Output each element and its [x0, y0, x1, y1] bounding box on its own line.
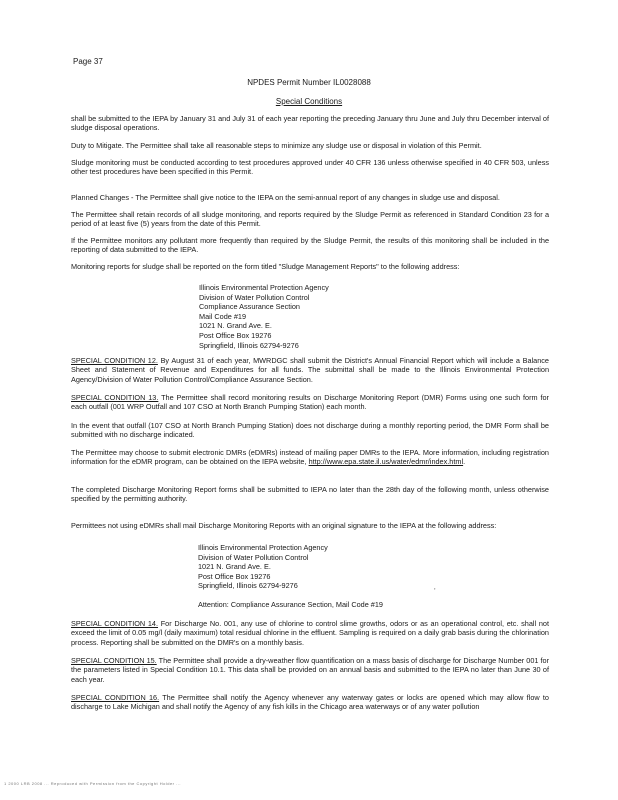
- paragraph-edmr: [71, 448, 549, 467]
- special-condition-15-label: SPECIAL CONDITION 15.: [71, 656, 157, 665]
- edmr-text: The Permittee may choose to submit electronic DMRs (eDMRs) instead of mailing paper DMRs to the IEPA. More information, including registration information for the eDMR program, can be obtained on the IEPA website,: [71, 448, 549, 467]
- address-line: Springfield, Illinois 62794-9276: [198, 581, 298, 591]
- paragraph-retain-records: The Permittee shall retain records of all sludge monitoring, and reports required by the Sludge Permit as referenced in Standard Condition 23 for a period of at least five (5) years from the date of this Permit.: [71, 210, 549, 229]
- address-line: Division of Water Pollution Control: [198, 552, 309, 562]
- address-line: Post Office Box 19276: [198, 571, 271, 581]
- special-condition-13-text: The Permittee shall record monitoring results on Discharge Monitoring Report (DMR) Forms using one such form for each outfall (001 WRP Outfall and 107 CSO at North Branch Pumping Station) each month.: [71, 393, 549, 412]
- edmr-text-end: .: [463, 457, 466, 467]
- special-condition-12-label: SPECIAL CONDITION 12.: [71, 356, 158, 365]
- paragraph-monitoring-reports: Monitoring reports for sludge shall be reported on the form titled "Sludge Management Reports" to the following address:: [71, 262, 460, 271]
- stray-mark: ,: [434, 585, 436, 591]
- paragraph-sludge-monitoring: Sludge monitoring must be conducted according to test procedures approved under 40 CFR 136 unless otherwise specified in 40 CFR 503, unless other test procedures have been specified in this Permit.: [71, 158, 549, 177]
- page-number: Page 37: [73, 57, 103, 66]
- paragraph-completed-dmr: The completed Discharge Monitoring Report forms shall be submitted to IEPA no later than the 28th day of the following month, unless otherwise specified by the permitting authority.: [71, 485, 549, 504]
- address-line: Compliance Assurance Section: [199, 302, 300, 312]
- special-condition-16-label: SPECIAL CONDITION 16.: [71, 693, 160, 702]
- address-line: Illinois Environmental Protection Agency: [198, 543, 328, 552]
- special-condition-12: [71, 356, 549, 384]
- iepa-website-link[interactable]: http://www.epa.state.il.us/water/edmr/index.html: [308, 457, 464, 467]
- section-title: Special Conditions: [275, 97, 343, 106]
- address-block-sludge: [199, 283, 329, 350]
- address-line: Mail Code #19: [199, 311, 247, 321]
- special-condition-13: [71, 393, 549, 412]
- address-block-dmr: [198, 543, 328, 591]
- paragraph-duty-to-mitigate: Duty to Mitigate. The Permittee shall take all reasonable steps to minimize any sludge use or disposal in violation of this Permit.: [71, 141, 482, 150]
- address-line: Post Office Box 19276: [199, 330, 272, 340]
- address-line: 1021 N. Grand Ave. E.: [199, 321, 272, 331]
- special-condition-12-text: By August 31 of each year, MWRDGC shall submit the District's Annual Financial Report which will include a Balance Sheet and Statement of Revenue and Expenditures for all funds. The submittal shall be made to the Illinois Environmental Protection Agency/Division of Water Pollution Control/Compliance Assurance Section.: [71, 356, 549, 384]
- special-condition-15: [71, 656, 549, 684]
- address-line: 1021 N. Grand Ave. E.: [198, 562, 271, 572]
- paragraph-monitoring-frequency: If the Permittee monitors any pollutant more frequently than required by the Sludge Permit, the results of this monitoring shall be included in the reporting of data submitted to the IEPA.: [71, 236, 549, 255]
- special-condition-16-text: The Permittee shall notify the Agency whenever any waterway gates or locks are opened which may allow flow to discharge to Lake Michigan and shall notify the Agency of any fish kills in the Chicago area waterways or of any water pollution: [71, 693, 549, 712]
- special-condition-13-label: SPECIAL CONDITION 13.: [71, 393, 159, 402]
- page-footer: 1 2000 LRB 2008 ... Reproduced with Permission from the Copyright Holder ...: [4, 781, 181, 786]
- special-condition-16: [71, 693, 549, 712]
- special-condition-15-text: The Permittee shall provide a dry-weather flow quantification on a mass basis of discharge for Discharge Number 001 for the parameters listed in Special Condition 10.1. This data shall be provided on an annual basis and submitted to the IEPA no later than June 30 of each year.: [71, 656, 549, 684]
- address-line: Division of Water Pollution Control: [199, 292, 310, 302]
- paragraph-planned-changes: Planned Changes - The Permittee shall give notice to the IEPA on the semi-annual report of any changes in sludge use and disposal.: [71, 193, 500, 202]
- special-condition-14-label: SPECIAL CONDITION 14.: [71, 619, 159, 628]
- paragraph-sludge-reporting: shall be submitted to the IEPA by January 31 and July 31 of each year reporting the preceding January thru June and July thru December interval of sludge disposal operations.: [71, 114, 549, 133]
- attention-line: Attention: Compliance Assurance Section, Mail Code #19: [198, 600, 383, 609]
- permit-title: NPDES Permit Number IL0028088: [247, 78, 371, 87]
- paragraph-no-discharge: In the event that outfall (107 CSO at North Branch Pumping Station) does not discharge during a monthly reporting period, the DMR Form shall be submitted with no discharge indicated.: [71, 421, 549, 440]
- special-condition-14: [71, 619, 549, 647]
- special-condition-14-text: For Discharge No. 001, any use of chlorine to control slime growths, odors or as an operational control, etc. shall not exceed the limit of 0.05 mg/l (daily maximum) total residual chlorine in the effluent. Sampling is required on a daily grab basis during the chlorination process. Reporting shall be submitted on the DMR's on a monthly basis.: [71, 619, 549, 647]
- address-line: Illinois Environmental Protection Agency: [199, 283, 329, 292]
- paragraph-not-using-edmr: Permittees not using eDMRs shall mail Discharge Monitoring Reports with an original signature to the IEPA at the following address:: [71, 521, 497, 530]
- address-line: Springfield, Illinois 62794-9276: [199, 340, 299, 350]
